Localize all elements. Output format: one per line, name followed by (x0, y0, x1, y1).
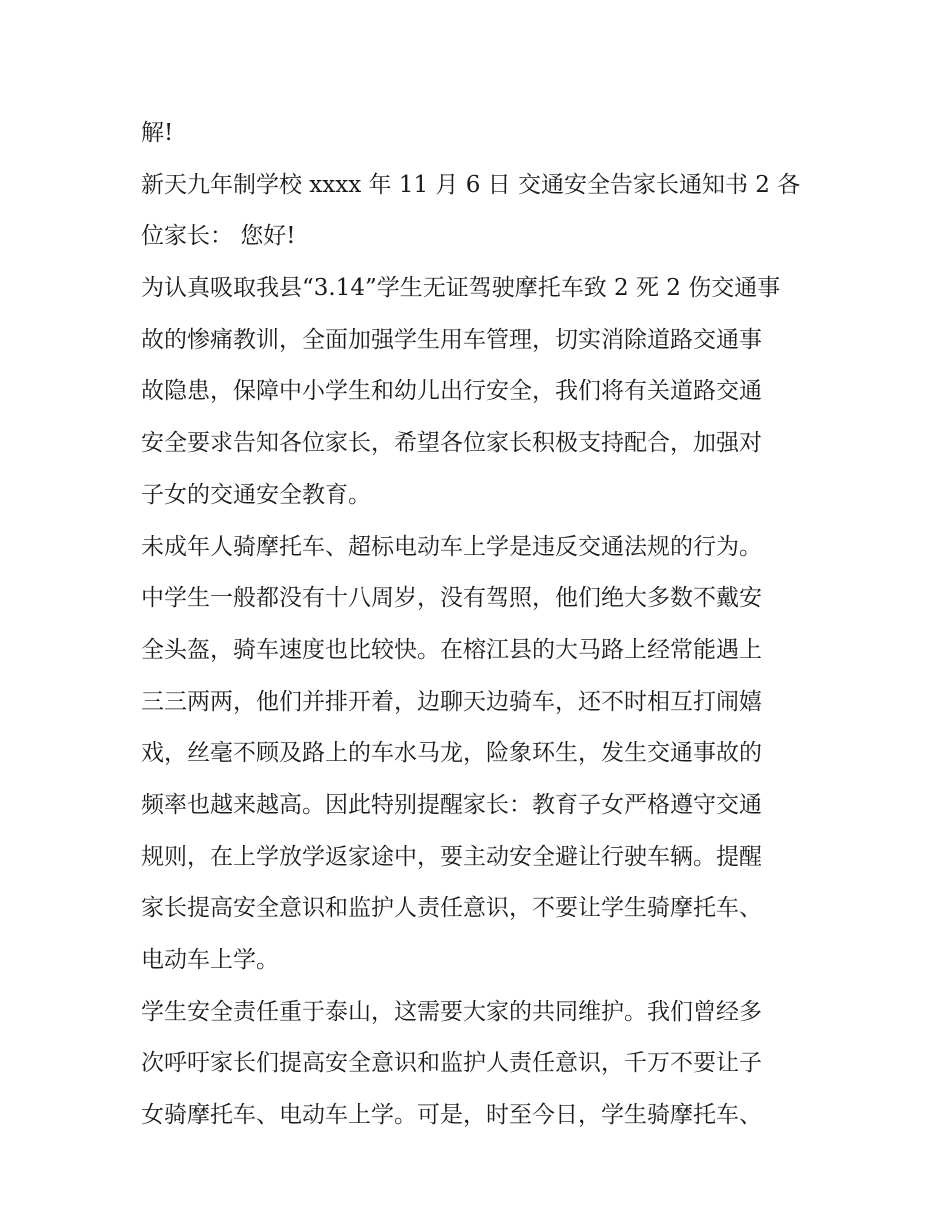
text-line: 频率也越来越高。因此特别提醒家长：教育子女严格遵守交通 (141, 791, 762, 818)
text-line: 学生安全责任重于泰山，这需要大家的共同维护。我们曾经多 (141, 998, 762, 1025)
text-line: 中学生一般都没有十八周岁，没有驾照，他们绝大多数不戴安 (141, 585, 762, 612)
text-line: 安全要求告知各位家长，希望各位家长积极支持配合，加强对 (141, 430, 762, 457)
text-line: 女骑摩托车、电动车上学。可是，时至今日，学生骑摩托车、 (141, 1102, 762, 1129)
text-line: 三三两两，他们并排开着，边聊天边骑车，还不时相互打闹嬉 (141, 688, 762, 715)
text-line: 家长提高安全意识和监护人责任意识，不要让学生骑摩托车、 (141, 895, 762, 922)
text-line: 解! (141, 120, 174, 146)
text-line: 新天九年制学校 xxxx 年 11 月 6 日 交通安全告家长通知书 2 各 (141, 171, 801, 198)
text-line: 戏，丝毫不顾及路上的车水马龙，险象环生，发生交通事故的 (141, 740, 762, 767)
text-line: 故的惨痛教训，全面加强学生用车管理，切实消除道路交通事 (141, 326, 762, 353)
text-line: 位家长： 您好! (141, 223, 296, 250)
text-line: 全头盔，骑车速度也比较快。在榕江县的大马路上经常能遇上 (141, 636, 762, 663)
text-line: 规则，在上学放学返家途中，要主动安全避让行驶车辆。提醒 (141, 843, 762, 870)
text-line: 电动车上学。 (141, 947, 279, 973)
text-line: 为认真吸取我县“3.14”学生无证驾驶摩托车致 2 死 2 伤交通事 (141, 275, 781, 302)
text-line: 故隐患，保障中小学生和幼儿出行安全，我们将有关道路交通 (141, 378, 762, 405)
text-line: 次呼吁家长们提高安全意识和监护人责任意识，千万不要让子 (141, 1050, 762, 1077)
document-body (141, 108, 821, 1142)
text-line: 未成年人骑摩托车、超标电动车上学是违反交通法规的行为。 (141, 533, 762, 560)
text-line: 子女的交通安全教育。 (141, 481, 371, 508)
